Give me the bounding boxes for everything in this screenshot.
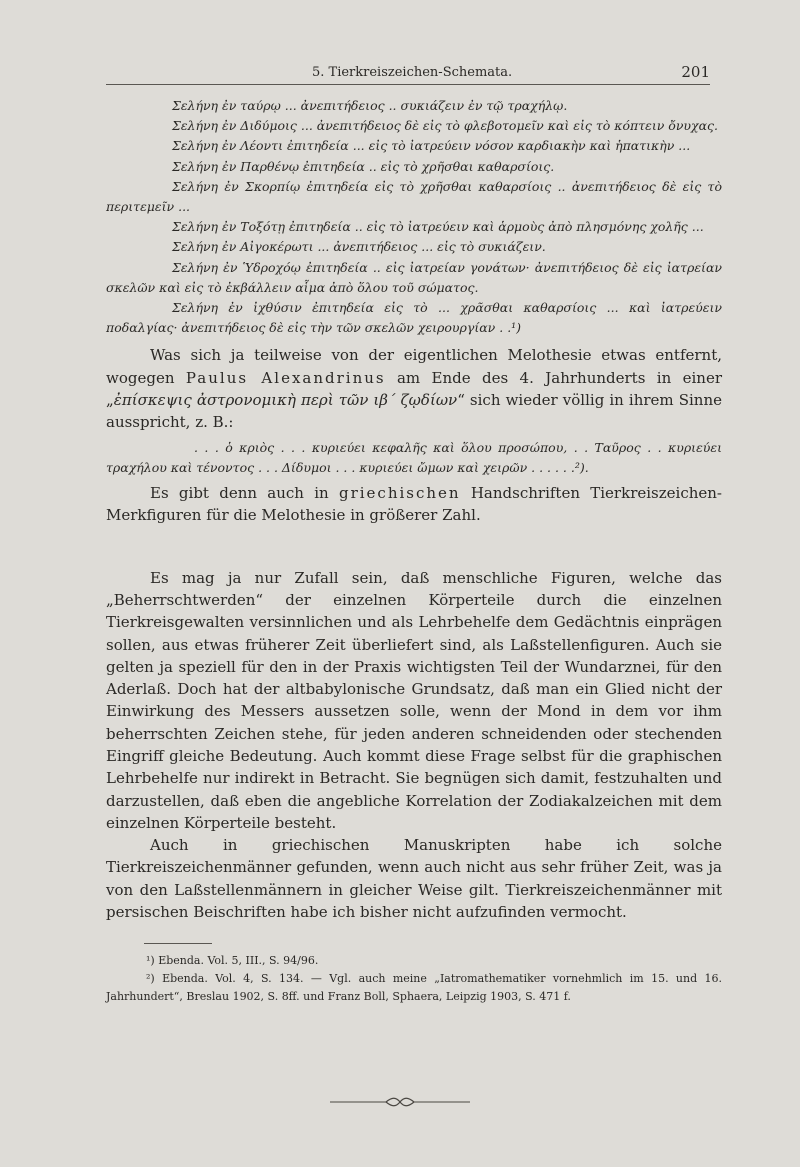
greek-line-2: Σελήνη ἐν Διδύμοις ... ἀνεπιτήδειος δὲ εἰς τὸ φλεβοτομεῖν καὶ εἰς τὸ κόπτειν ὄνυχας. [172,118,719,134]
page-number: 201 [681,63,710,81]
paragraph-handschriften-text-b: Handschriften Tierkreiszeichen-Merkfiguren für die Melothesie in größerer Zahl. [106,484,722,525]
greek-line-9: Σελήνη ἐν ἰχθύσιν ἐπιτηδεία εἰς τὸ ... χρᾶσθαι καθαρσίοις ... καὶ ἰατρεύειν ποδαλγίας· ἀνεπιτήδειος δὲ εἰς τὴν τῶν σκελῶν χειρουργίαν . .¹) [106,300,722,336]
paragraph-manuskripte: Auch in griechischen Manuskripten habe ich solche Tierkreiszeichenmänner gefunden, wenn auch nicht aus sehr früher Zeit, was ja von den Laßstellenmännern in gleicher Weise gilt. Tierkreiszeichenmänner mit persischen Beischriften habe ich bisher nicht aufzufinden vermocht. [106,836,722,922]
greek-line-7: Σελήνη ἐν Αἰγοκέρωτι ... ἀνεπιτήδειος ... εἰς τὸ συκιάζειν. [172,239,546,255]
footnote-1: ¹) Ebenda. Vol. 5, III., S. 94/96. [146,954,319,968]
spaced-word: griechischen [338,484,461,503]
paragraph-paulus-text-b: am Ende des 4. Jahrhunderts in einer „ [106,368,722,410]
greek-line-1: Σελήνη ἐν ταύρῳ ... ἀνεπιτήδειος .. συκιάζειν ἐν τῷ τραχήλῳ. [172,98,568,113]
paragraph-handschriften [106,482,722,527]
end-ornament [330,1096,470,1108]
paragraph-paulus-text-a: Was sich ja teilweise von der eigentlichen Melothesie etwas entfernt, wogegen [106,346,722,387]
greek-work-title: ἐπίσκεψις ἀστρονομικὴ περὶ τῶν ιβ´ ζῳδίων [113,391,458,410]
greek-line-6: Σελήνη ἐν Τοξότῃ ἐπιτηδεία .. εἰς τὸ ἰατρεύειν καὶ ἁρμοὺς ἀπὸ πλησμόνης χολῆς ... [172,219,704,235]
author-name: Paulus Alexandrinus [185,368,386,387]
header-title: 5. Tierkreiszeichen-Schemata. [312,65,513,80]
paragraph-zufall: Es mag ja nur Zufall sein, daß menschliche Figuren, welche das „Beherrschtwerden“ der einzelnen Körperteile durch die einzelnen Tierkreisgewalten versinnlichen und als Lehrbehelfe dem Gedächtnis einprägen sollen, aus etwas früherer Zeit überliefert sind, als Laßstellenfiguren. Auch sie gelten ja speziell für den in der Praxis wichtigsten Teil der Wundarznei, für den Aderlaß. Doch hat der altbabylonische Grundsatz, daß man ein Glied nicht der Einwirkung des Messers aussetzen solle, wenn der Mond in dem vor ihm beherrschten Zeichen stehe, für jeden anderen schneidenden oder stechenden Eingriff gleiche Bedeutung. Auch kommt diese Frage selbst für die graphischen Lehrbehelfe nur indirekt in Betracht. Sie begnügen sich damit, festzuhalten und darzustellen, daß eben die angebliche Korrelation der Zodiakalzeichen mit dem einzelnen Körperteile besteht. [106,568,722,832]
footnote-rule [144,943,212,944]
greek-line-3: Σελήνη ἐν Λέοντι ἐπιτηδεία ... εἰς τὸ ἰατρεύειν νόσον καρδιακὴν καὶ ἡπατικὴν ... [172,138,691,154]
footnote-2: ²) Ebenda. Vol. 4, S. 134. — Vgl. auch meine „Iatromathematiker vornehmlich im 15. und 16. Jahrhundert“, Breslau 1902, S. 8ff. und Franz Boll, Sphaera, Leipzig 1903, S. 471 f. [106,972,722,1004]
greek-quote: . . . ὁ κριὸς . . . κυριεύει κεφαλῆς καὶ ὅλου προσώπου, . . Ταῦρος . . κυριεύει τραχήλου καὶ τένοντος . . . Δίδυμοι . . . κυριεύει ὤμων καὶ χειρῶν . . . . . .²). [106,439,722,475]
running-header [106,62,710,85]
greek-line-4: Σελήνη ἐν Παρθένῳ ἐπιτηδεία .. εἰς τὸ χρῆσθαι καθαρσίοις. [172,158,555,174]
paragraph-paulus-text-c: “ sich wieder völlig in ihrem Sinne ausspricht, z. B.: [106,391,722,432]
greek-line-8: Σελήνη ἐν Ὑδροχόῳ ἐπιτηδεία .. εἰς ἰατρείαν γονάτων· ἀνεπιτήδειος δὲ εἰς ἰατρείαν σκελῶν καὶ εἰς τὸ ἐκβάλλειν αἷμα ἀπὸ ὅλου τοῦ σώματος. [106,259,722,295]
paragraph-handschriften-text-a: Es gibt denn auch in [150,484,339,503]
greek-line-5: Σελήνη ἐν Σκορπίῳ ἐπιτηδεία εἰς τὸ χρῆσθαι καθαρσίοις .. ἀνεπιτήδειος δὲ εἰς τὸ περιτεμεῖν ... [106,178,722,215]
page-body [106,96,722,1006]
paragraph-paulus [106,344,722,433]
